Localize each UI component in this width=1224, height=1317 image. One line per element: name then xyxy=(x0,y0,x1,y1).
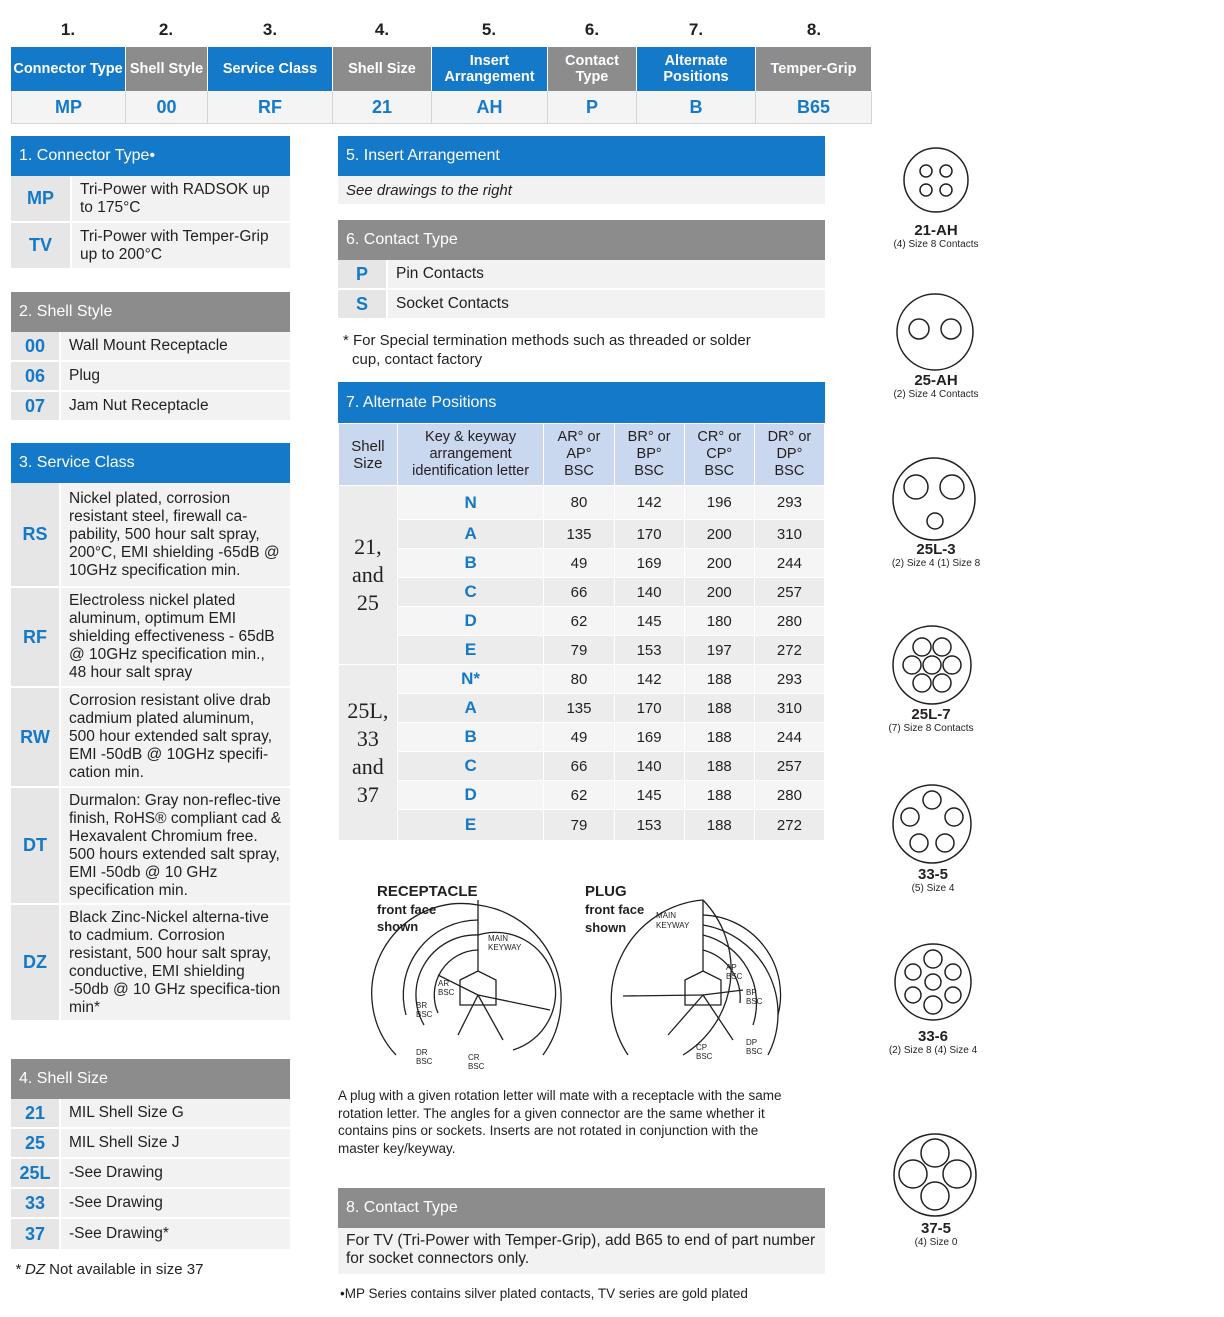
description: Tri-Power with Temper-Grip up to 200°C xyxy=(72,223,290,268)
code: DZ xyxy=(11,905,61,1020)
cell: 79 xyxy=(544,810,614,841)
step-number: 6. xyxy=(584,20,600,39)
insert-sub: (2) Size 4 Contacts xyxy=(893,389,979,400)
value-contact-type: P xyxy=(548,91,637,124)
bp-label: BP xyxy=(746,988,757,997)
cell: 188 xyxy=(684,781,754,810)
table-row xyxy=(339,723,825,752)
insert-drawing-25-ah xyxy=(895,292,975,372)
insert-sub: (5) Size 4 xyxy=(911,883,955,894)
bsc-label: BSC xyxy=(696,1052,713,1061)
table-row xyxy=(11,392,290,422)
code: 33 xyxy=(11,1189,61,1217)
table-row xyxy=(11,362,290,392)
cp-label: CP xyxy=(696,1043,708,1052)
table-row xyxy=(11,688,290,788)
description: Tri-Power with RADSOK up to 175°C xyxy=(72,176,290,221)
letter: C xyxy=(397,578,544,607)
temper-grip-text: For TV (Tri-Power with Temper-Grip), add B65 to end of part number for socket connectors only. xyxy=(338,1228,825,1274)
table-row xyxy=(339,636,825,665)
cell: 49 xyxy=(544,723,614,752)
insert-label xyxy=(866,541,1006,570)
header-shell-size: Shell Size xyxy=(333,47,432,91)
step-number: 4. xyxy=(374,20,390,39)
value-temper-grip: B65 xyxy=(756,91,872,124)
footnote: •MP Series contains silver plated contacts, TV series are gold plated xyxy=(340,1286,748,1301)
cell: 310 xyxy=(754,694,824,723)
insert-label xyxy=(863,866,1003,895)
cell: 257 xyxy=(754,752,824,781)
letter: D xyxy=(397,781,544,810)
receptacle-main-label: MAIN xyxy=(488,934,508,943)
cell: 257 xyxy=(754,578,824,607)
cell: 170 xyxy=(614,694,684,723)
section-title: 8. Contact Type xyxy=(338,1188,825,1228)
insert-sub: (7) Size 8 Contacts xyxy=(888,723,974,734)
insert-sub: (4) Size 0 xyxy=(914,1237,958,1248)
table-row xyxy=(338,290,825,320)
letter: C xyxy=(397,752,544,781)
cell: 196 xyxy=(684,486,754,520)
shell-size-group: 21, and 25 xyxy=(339,486,398,665)
bsc-label: BSC xyxy=(416,1057,433,1066)
cell: 188 xyxy=(684,694,754,723)
value-insert-arrangement: AH xyxy=(432,91,548,124)
insert-name: 33-5 xyxy=(917,866,949,883)
cell: 145 xyxy=(614,781,684,810)
description: Jam Nut Receptacle xyxy=(61,392,290,420)
bsc-label: BSC xyxy=(746,997,763,1006)
table-row xyxy=(338,260,825,290)
step-number: 5. xyxy=(481,20,497,39)
col-header: AR° or AP° BSC xyxy=(544,424,614,486)
bsc-label: BSC xyxy=(438,988,455,997)
cell: 244 xyxy=(754,549,824,578)
insert-label xyxy=(866,222,1006,251)
cell: 79 xyxy=(544,636,614,665)
cell: 135 xyxy=(544,520,614,549)
description: MIL Shell Size J xyxy=(61,1129,290,1157)
value-service-class: RF xyxy=(208,91,333,124)
cell: 80 xyxy=(544,486,614,520)
cell: 80 xyxy=(544,665,614,694)
cell: 153 xyxy=(614,636,684,665)
cell: 140 xyxy=(614,752,684,781)
alternate-positions-table xyxy=(338,423,825,841)
cell: 66 xyxy=(544,578,614,607)
contact-note: * For Special termination methods such as threaded or solder cup, contact factory xyxy=(343,332,751,368)
letter: A xyxy=(397,694,544,723)
description: Plug xyxy=(61,362,290,390)
step-number: 3. xyxy=(262,20,278,39)
code: 00 xyxy=(11,332,61,360)
cell: 142 xyxy=(614,486,684,520)
description: -See Drawing xyxy=(61,1189,290,1217)
cell: 272 xyxy=(754,636,824,665)
section-title: 4. Shell Size xyxy=(11,1059,290,1099)
table-row xyxy=(11,1219,290,1251)
letter: E xyxy=(397,636,544,665)
description: Electroless nickel plated aluminum, optimum EMI shielding effectiveness - 65dB @ 10GHz specification min., 48 hour salt spray xyxy=(61,588,290,686)
code: 37 xyxy=(11,1219,61,1249)
description: Pin Contacts xyxy=(388,260,825,288)
code: RS xyxy=(11,483,61,586)
insert-drawing-37-5 xyxy=(892,1132,978,1218)
cell: 293 xyxy=(754,665,824,694)
receptacle-subtitle: shown xyxy=(377,919,419,934)
header-insert-arrangement: Insert Arrangement xyxy=(432,47,548,91)
cell: 188 xyxy=(684,810,754,841)
description: Socket Contacts xyxy=(388,290,825,318)
table-row xyxy=(339,520,825,549)
step-number: 2. xyxy=(158,20,174,39)
section-title: 3. Service Class xyxy=(11,443,290,483)
description: Wall Mount Receptacle xyxy=(61,332,290,360)
description: Corrosion resistant olive drab cadmium plated aluminum, 500 hour extended salt spray, EMI -50dB @ 10GHz specifi-cation min. xyxy=(61,688,290,786)
shell-size-group: 25L, 33 and 37 xyxy=(339,665,398,841)
insert-drawing-21-ah xyxy=(902,146,970,214)
table-row xyxy=(339,810,825,841)
insert-sub: (2) Size 8 (4) Size 4 xyxy=(888,1045,978,1056)
diagram-caption: A plug with a given rotation letter will mate with a receptacle with the same rotation letter. The angles for a given connector are the same whether it contains pins or sockets. Inserts are not rotated in conjunction with the master key/keyway. xyxy=(338,1088,782,1156)
cell: 62 xyxy=(544,781,614,810)
section-title: 6. Contact Type xyxy=(338,220,825,260)
table-row xyxy=(11,1129,290,1159)
table-row xyxy=(11,223,290,270)
table-row xyxy=(11,588,290,688)
cell: 142 xyxy=(614,665,684,694)
header-shell-style: Shell Style xyxy=(126,47,208,91)
code: P xyxy=(338,260,388,288)
table-row xyxy=(11,788,290,905)
rotation-diagram-drawing xyxy=(338,895,818,1085)
insert-sub: (2) Size 4 (1) Size 8 xyxy=(891,558,981,569)
cell: 244 xyxy=(754,723,824,752)
dp-label: DP xyxy=(746,1038,758,1047)
code: 06 xyxy=(11,362,61,390)
table-row xyxy=(339,486,825,520)
table-row xyxy=(11,1099,290,1129)
cell: 188 xyxy=(684,723,754,752)
description: MIL Shell Size G xyxy=(61,1099,290,1127)
value-connector-type: MP xyxy=(11,91,126,124)
table-row xyxy=(339,607,825,636)
br-label: BR xyxy=(416,1001,428,1010)
cell: 145 xyxy=(614,607,684,636)
code: 07 xyxy=(11,392,61,420)
col-header: BR° or BP° BSC xyxy=(614,424,684,486)
receptacle-subtitle: front face xyxy=(377,902,437,917)
insert-arrangement-text: See drawings to the right xyxy=(338,176,825,204)
header-temper-grip: Temper-Grip xyxy=(756,47,872,91)
cell: 310 xyxy=(754,520,824,549)
cell: 188 xyxy=(684,752,754,781)
code: RW xyxy=(11,688,61,786)
value-shell-size: 21 xyxy=(333,91,432,124)
plug-subtitle: shown xyxy=(585,920,627,935)
code: 25L xyxy=(11,1159,61,1187)
insert-drawing-25l-3 xyxy=(891,456,977,542)
description: -See Drawing* xyxy=(61,1219,290,1249)
insert-drawing-25l-7 xyxy=(891,624,973,706)
cell: 140 xyxy=(614,578,684,607)
letter: B xyxy=(397,549,544,578)
plug-title: PLUG xyxy=(585,883,627,900)
header-contact-type: Contact Type xyxy=(548,47,637,91)
cell: 66 xyxy=(544,752,614,781)
cell: 180 xyxy=(684,607,754,636)
cell: 188 xyxy=(684,665,754,694)
cell: 153 xyxy=(614,810,684,841)
section-title: 2. Shell Style xyxy=(11,292,290,332)
header-connector-type: Connector Type xyxy=(11,47,126,91)
cell: 200 xyxy=(684,549,754,578)
code: DT xyxy=(11,788,61,903)
plug-keyway-label: KEYWAY xyxy=(656,921,690,930)
letter: D xyxy=(397,607,544,636)
value-shell-style: 00 xyxy=(126,91,208,124)
description: -See Drawing xyxy=(61,1159,290,1187)
letter: N xyxy=(397,486,544,520)
table-header-row xyxy=(339,424,825,486)
section-title: 7. Alternate Positions xyxy=(338,382,825,423)
cell: 62 xyxy=(544,607,614,636)
cell: 200 xyxy=(684,578,754,607)
cell: 169 xyxy=(614,723,684,752)
section-title: 5. Insert Arrangement xyxy=(338,136,825,176)
table-row xyxy=(339,578,825,607)
bsc-label: BSC xyxy=(416,1010,433,1019)
table-row xyxy=(339,781,825,810)
plug-subtitle: front face xyxy=(585,902,645,917)
dr-label: DR xyxy=(416,1048,428,1057)
insert-name: 33-6 xyxy=(917,1028,949,1045)
insert-name: 25-AH xyxy=(914,372,958,389)
code: S xyxy=(338,290,388,318)
cell: 197 xyxy=(684,636,754,665)
cell: 293 xyxy=(754,486,824,520)
cell: 49 xyxy=(544,549,614,578)
header-alternate-positions: Alternate Positions xyxy=(637,47,756,91)
letter: N* xyxy=(397,665,544,694)
insert-label xyxy=(861,706,1001,735)
table-row xyxy=(11,1189,290,1219)
cell: 280 xyxy=(754,781,824,810)
value-alternate-positions: B xyxy=(637,91,756,124)
letter: E xyxy=(397,810,544,841)
step-number: 1. xyxy=(60,20,76,39)
insert-drawing-33-6 xyxy=(893,942,973,1022)
col-header: Shell Size xyxy=(339,424,398,486)
footnote-prefix: * DZ xyxy=(15,1261,45,1278)
code: 25 xyxy=(11,1129,61,1157)
col-header: Key & keyway arrangement identification letter xyxy=(397,424,544,486)
plug-main-label: MAIN xyxy=(656,911,676,920)
cell: 200 xyxy=(684,520,754,549)
bsc-label: BSC xyxy=(746,1047,763,1056)
footnote-text: Not available in size 37 xyxy=(45,1261,204,1278)
insert-name: 25L-7 xyxy=(911,706,951,723)
letter: A xyxy=(397,520,544,549)
table-row xyxy=(11,332,290,362)
insert-label xyxy=(863,1028,1003,1057)
table-row xyxy=(339,752,825,781)
cell: 169 xyxy=(614,549,684,578)
insert-sub: (4) Size 8 Contacts xyxy=(893,239,979,250)
insert-name: 37-5 xyxy=(920,1220,952,1237)
insert-name: 25L-3 xyxy=(916,541,956,558)
table-row xyxy=(339,694,825,723)
insert-label xyxy=(866,1220,1006,1249)
step-number: 7. xyxy=(688,20,704,39)
footnote xyxy=(15,1260,203,1279)
description: Durmalon: Gray non-reflec-tive finish, RoHS® compliant cad & Hexavalent Chromium free. 500 hours extended salt spray, EMI -50db @ 10 GHz specification min. xyxy=(61,788,290,903)
code: MP xyxy=(11,176,72,221)
step-number: 8. xyxy=(806,20,822,39)
receptacle-keyway-label: KEYWAY xyxy=(488,943,522,952)
table-row xyxy=(339,549,825,578)
insert-drawing-33-5 xyxy=(891,783,973,865)
cr-label: CR xyxy=(468,1053,480,1062)
description: Nickel plated, corrosion resistant steel, firewall ca-pability, 500 hour salt spray, 200°C, EMI shielding -65dB @ 10GHz specification min. xyxy=(61,483,290,586)
col-header: DR° or DP° BSC xyxy=(754,424,824,486)
ap-label: AP xyxy=(726,963,737,972)
cell: 280 xyxy=(754,607,824,636)
code: RF xyxy=(11,588,61,686)
code: TV xyxy=(11,223,72,268)
table-row xyxy=(339,665,825,694)
cell: 170 xyxy=(614,520,684,549)
code: 21 xyxy=(11,1099,61,1127)
section-title: 1. Connector Type• xyxy=(11,136,290,176)
insert-name: 21-AH xyxy=(914,222,958,239)
col-header: CR° or CP° BSC xyxy=(684,424,754,486)
bsc-label: BSC xyxy=(726,972,743,981)
receptacle-title: RECEPTACLE xyxy=(377,883,478,900)
header-service-class: Service Class xyxy=(208,47,333,91)
cell: 272 xyxy=(754,810,824,841)
letter: B xyxy=(397,723,544,752)
table-row xyxy=(11,905,290,1022)
insert-label xyxy=(866,372,1006,401)
cell: 135 xyxy=(544,694,614,723)
table-row xyxy=(11,483,290,588)
description: Black Zinc-Nickel alterna-tive to cadmium. Corrosion resistant, 500 hour salt spray, conductive, EMI shielding -50db @ 10 GHz specifica-tion min* xyxy=(61,905,290,1020)
ar-label: AR xyxy=(438,979,450,988)
table-row xyxy=(11,176,290,223)
table-row xyxy=(11,1159,290,1189)
bsc-label: BSC xyxy=(468,1062,485,1071)
